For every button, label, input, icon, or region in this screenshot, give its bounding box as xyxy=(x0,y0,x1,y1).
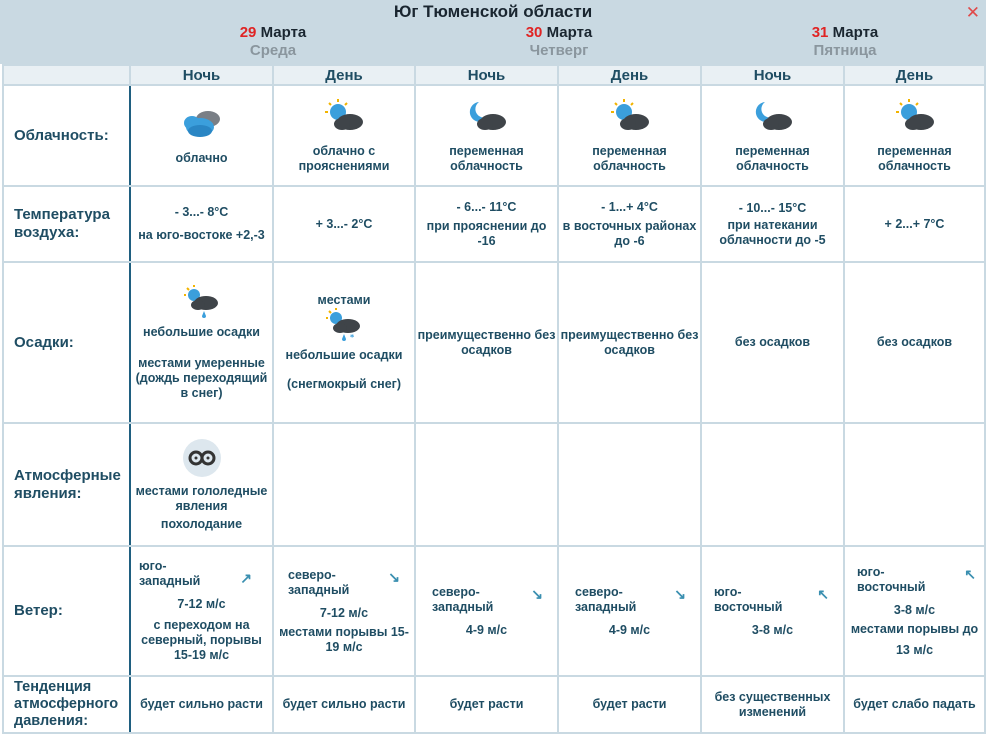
day-month: Марта xyxy=(832,24,879,41)
phen-cell xyxy=(701,423,844,546)
row-wind xyxy=(3,546,985,676)
temp-cell xyxy=(273,186,415,262)
row-label-cloudiness: Облачность: xyxy=(3,85,130,186)
pressure-cell: будет сильно расти xyxy=(130,676,273,733)
temp-cell xyxy=(415,186,558,262)
day-weekday: Пятница xyxy=(813,42,877,59)
wind-direction: юго-восточный xyxy=(857,564,926,594)
precip-text: без осадков xyxy=(876,335,953,349)
row-label-wind: Ветер: xyxy=(3,546,130,676)
row-precipitation xyxy=(3,262,985,423)
precip-cell xyxy=(844,262,985,423)
phen-cell xyxy=(273,423,415,546)
wind-note: с переходом на северный, порывы 15-19 м/с xyxy=(141,618,262,662)
day-header-2 xyxy=(417,24,701,60)
rain-sun-icon xyxy=(182,285,222,319)
row-label-pressure: Тенденция атмосферного давления: xyxy=(3,676,130,733)
day-month: Марта xyxy=(546,24,593,41)
wind-arrow-icon: ↘ xyxy=(531,585,543,602)
precip-note: местами умеренные (дождь переходящий в снег) xyxy=(135,355,268,400)
day-weekday: Четверг xyxy=(529,42,589,59)
row-phenomena xyxy=(3,423,985,546)
day-number: 29 xyxy=(239,24,257,41)
period-label: Ночь xyxy=(701,65,844,85)
cloud-cell xyxy=(273,85,415,186)
temp-note: на юго-востоке +2,-3 xyxy=(138,228,265,242)
period-header-row xyxy=(3,65,985,85)
moon-cloud-icon xyxy=(465,98,509,136)
wind-cell xyxy=(844,546,985,676)
wind-note: местами порывы до xyxy=(850,621,979,636)
ice-glaze-icon xyxy=(182,438,222,478)
temp-cell xyxy=(130,186,273,262)
cloud-text: облачно с прояснениями xyxy=(298,143,390,173)
cloudy-icon xyxy=(180,105,224,143)
wind-speed: 3-8 м/с xyxy=(751,622,794,637)
cloud-text: переменная облачность xyxy=(877,143,952,173)
temp-note: при прояснении до -16 xyxy=(426,218,547,248)
temp-note: в восточных районах до -6 xyxy=(562,218,697,248)
phen-note: похолодание xyxy=(160,516,243,531)
svg-text:*: * xyxy=(350,333,355,342)
day-month: Марта xyxy=(260,24,307,41)
precip-cell xyxy=(273,262,415,423)
cloud-text: переменная облачность xyxy=(449,143,524,173)
precip-cell xyxy=(701,262,844,423)
partly-cloudy-icon xyxy=(893,98,937,136)
cloud-text: переменная облачность xyxy=(592,143,667,173)
wind-arrow-icon: ↗ xyxy=(240,570,252,586)
temp-cell xyxy=(844,186,985,262)
day-number: 30 xyxy=(525,24,543,41)
temp-range: - 6...- 11°C xyxy=(456,199,517,214)
day-weekday: Среда xyxy=(249,42,297,59)
wind-cell xyxy=(273,546,415,676)
period-label: Ночь xyxy=(130,65,273,85)
temp-note: при натекании облачности до -5 xyxy=(719,217,826,247)
phen-cell xyxy=(130,423,273,546)
wind-speed: 7-12 м/с xyxy=(319,605,369,620)
period-label: День xyxy=(273,65,415,85)
wind-speed: 4-9 м/с xyxy=(465,622,508,637)
period-label: Ночь xyxy=(415,65,558,85)
moon-cloud-icon xyxy=(751,98,795,136)
period-label: День xyxy=(844,65,985,85)
row-label-precipitation: Осадки: xyxy=(3,262,130,423)
precip-text: небольшие осадки xyxy=(143,324,260,339)
temp-range: + 2...+ 7°C xyxy=(884,216,945,231)
period-label: День xyxy=(558,65,701,85)
row-label-temperature: Температура воздуха: xyxy=(3,186,130,262)
phen-cell xyxy=(558,423,701,546)
cloud-text: переменная облачность xyxy=(735,143,810,173)
precip-cell xyxy=(130,262,273,423)
wind-note: 13 м/с xyxy=(895,642,934,657)
day-number: 31 xyxy=(811,24,829,41)
precip-text: преимущественно без осадков xyxy=(560,327,699,357)
row-cloudiness xyxy=(3,85,985,186)
wind-speed: 7-12 м/с xyxy=(177,597,226,611)
pressure-cell: будет сильно расти xyxy=(273,676,415,733)
row-pressure xyxy=(3,676,985,733)
row-temperature xyxy=(3,186,985,262)
temp-range: - 3...- 8°C xyxy=(174,205,229,219)
cloud-cell xyxy=(844,85,985,186)
temp-cell xyxy=(701,186,844,262)
wind-speed: 3-8 м/с xyxy=(893,602,936,617)
temp-range: - 10...- 15°C xyxy=(738,200,807,215)
cloud-cell xyxy=(701,85,844,186)
pressure-cell: будет слабо падать xyxy=(844,676,985,733)
precip-note: (снегмокрый снег) xyxy=(286,377,402,391)
phen-cell xyxy=(844,423,985,546)
partly-cloudy-icon xyxy=(608,98,652,136)
wind-arrow-icon: ↘ xyxy=(388,568,400,585)
partly-cloudy-icon xyxy=(322,98,366,136)
cloud-cell xyxy=(558,85,701,186)
forecast-table xyxy=(2,64,986,734)
wind-cell xyxy=(701,546,844,676)
phen-cell xyxy=(415,423,558,546)
wind-arrow-icon: ↖ xyxy=(964,565,976,582)
cloud-text: облачно xyxy=(175,151,228,165)
wind-note: местами порывы 15-19 м/с xyxy=(279,624,409,654)
wind-arrow-icon: ↖ xyxy=(817,585,829,602)
wind-direction: северо-западный xyxy=(432,584,494,614)
temp-range: + 3...- 2°C xyxy=(315,216,373,231)
precip-text: небольшие осадки xyxy=(285,348,403,362)
precip-text: преимущественно без осадков xyxy=(417,327,556,357)
temp-cell xyxy=(558,186,701,262)
precip-text: без осадков xyxy=(734,335,811,349)
wind-cell xyxy=(558,546,701,676)
forecast-header xyxy=(0,0,986,64)
wind-arrow-icon: ↘ xyxy=(674,585,686,602)
pressure-cell: будет расти xyxy=(558,676,701,733)
precip-cell xyxy=(415,262,558,423)
wind-direction: северо-западный xyxy=(288,567,350,597)
phen-text: местами гололедные явления xyxy=(135,483,268,513)
wind-direction: юго-западный xyxy=(139,559,201,588)
wind-direction: северо-западный xyxy=(575,584,637,614)
wind-cell xyxy=(130,546,273,676)
wind-speed: 4-9 м/с xyxy=(608,622,651,637)
cloud-cell xyxy=(130,85,273,186)
temp-range: - 1...+ 4°C xyxy=(601,199,658,214)
snow-rain-icon xyxy=(324,308,364,342)
day-header-1 xyxy=(131,24,415,60)
region-title: Юг Тюменской области xyxy=(393,2,593,21)
day-header-3 xyxy=(703,24,986,60)
wind-direction: юго-восточный xyxy=(714,584,783,614)
wind-cell xyxy=(415,546,558,676)
cloud-cell xyxy=(415,85,558,186)
close-icon[interactable]: ✕ xyxy=(965,3,980,22)
row-label-phenomena: Атмосферные явления: xyxy=(3,423,130,546)
precip-cell xyxy=(558,262,701,423)
pressure-cell: будет расти xyxy=(415,676,558,733)
pressure-cell: без существенных изменений xyxy=(701,676,844,733)
corner-cell xyxy=(3,65,130,85)
precip-note: местами xyxy=(317,293,371,307)
